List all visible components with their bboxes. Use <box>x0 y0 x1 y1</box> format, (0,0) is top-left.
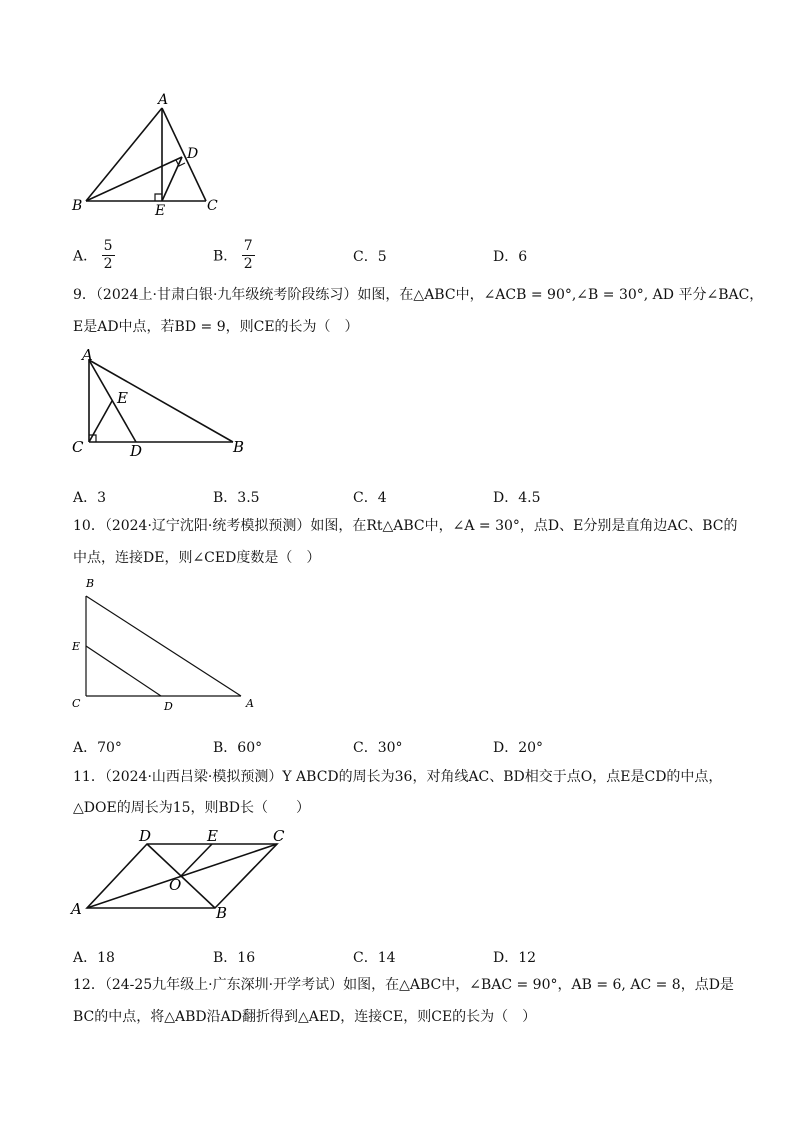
q11-option-b[interactable]: B．16 <box>213 950 256 966</box>
q9-option-d[interactable]: D．4.5 <box>493 490 541 506</box>
label-a: A <box>158 92 169 108</box>
segment-ba <box>86 596 241 696</box>
q8-option-b-denominator: 2 <box>243 256 253 272</box>
segment-ed <box>86 646 161 696</box>
q8-option-b-fraction <box>242 238 255 273</box>
q8-option-b-numerator: 7 <box>243 238 253 254</box>
q10-text-line2: 中点，连接DE，则∠CED度数是（ ） <box>73 550 321 566</box>
q12-text-line1: 12．（24-25九年级上·广东深圳·开学考试）如图，在△ABC中，∠BAC = 90°，AB = 6, AC = 8，点D是 <box>73 977 734 993</box>
q10-option-d[interactable]: D．20° <box>493 740 544 756</box>
q9-text-line1: 9．（2024上·甘肃白银·九年级统考阶段练习）如图，在△ABC中，∠ACB = 90°,∠B = 30°, AD 平分∠BAC， <box>73 287 764 303</box>
q8-option-a-fraction <box>102 238 115 273</box>
q9-option-c[interactable]: C．4 <box>353 490 387 506</box>
q8-option-b[interactable] <box>213 238 255 273</box>
q9-option-b[interactable]: B．3.5 <box>213 490 260 506</box>
q10-option-c[interactable]: C．30° <box>353 740 403 756</box>
segment-bd <box>86 157 182 201</box>
label-c: C <box>273 827 285 845</box>
label-a: A <box>82 346 93 364</box>
label-c: C <box>72 438 84 456</box>
label-c: C <box>72 697 81 710</box>
figure-q9 <box>65 345 265 460</box>
q11-option-a[interactable]: A．18 <box>73 950 115 966</box>
segment-de <box>162 157 182 201</box>
q10-option-a[interactable]: A．70° <box>73 740 122 756</box>
q12-text-line2: BC的中点，将△ABD沿AD翻折得到△AED，连接CE，则CE的长为（ ） <box>73 1009 537 1025</box>
q9-option-a[interactable]: A．3 <box>73 490 107 506</box>
label-e: E <box>117 389 128 407</box>
label-e: E <box>72 640 81 653</box>
label-d: D <box>164 700 173 713</box>
figure-q11 <box>65 822 295 924</box>
label-b: B <box>86 577 95 590</box>
q8-option-a[interactable] <box>73 238 115 273</box>
label-b: B <box>216 904 228 922</box>
q8-option-a-denominator: 2 <box>103 256 113 272</box>
q8-option-a-label: A． <box>73 248 98 265</box>
label-c: C <box>207 198 218 214</box>
q11-text-line1: 11．（2024·山西吕梁·模拟预测）Y ABCD的周长为36，对角线AC、BD相交于点O，点E是CD的中点， <box>73 769 723 785</box>
q9-text-line2: E是AD中点，若BD = 9，则CE的长为（ ） <box>73 319 359 335</box>
segment-ce <box>89 401 112 442</box>
q8-option-c[interactable]: C．5 <box>353 249 387 265</box>
figure-q8 <box>60 88 230 223</box>
label-a: A <box>71 900 82 918</box>
q8-option-d[interactable]: D．6 <box>493 249 528 265</box>
q11-option-c[interactable]: C．14 <box>353 950 396 966</box>
segment-ab <box>89 360 233 442</box>
label-b: B <box>233 438 245 456</box>
q11-option-d[interactable]: D．12 <box>493 950 537 966</box>
label-e: E <box>207 827 218 845</box>
q10-option-b[interactable]: B．60° <box>213 740 263 756</box>
q8-option-a-numerator: 5 <box>103 238 113 254</box>
label-e: E <box>155 203 166 219</box>
label-o: O <box>169 876 182 894</box>
label-d: D <box>130 442 143 460</box>
right-angle-mark-e <box>155 194 162 201</box>
q8-option-b-label: B． <box>213 248 238 265</box>
q10-text-line1: 10．（2024·辽宁沈阳·统考模拟预测）如图，在Rt△ABC中，∠A = 30°，点D、E分别是直角边AC、BC的 <box>73 518 738 534</box>
label-d: D <box>187 146 199 162</box>
label-b: B <box>72 198 83 214</box>
label-a: A <box>246 697 254 710</box>
label-d: D <box>139 827 152 845</box>
figure-q10 <box>65 572 265 714</box>
segment-ab <box>86 108 162 201</box>
q11-text-line2: △DOE的周长为15，则BD长（ ） <box>73 800 311 816</box>
